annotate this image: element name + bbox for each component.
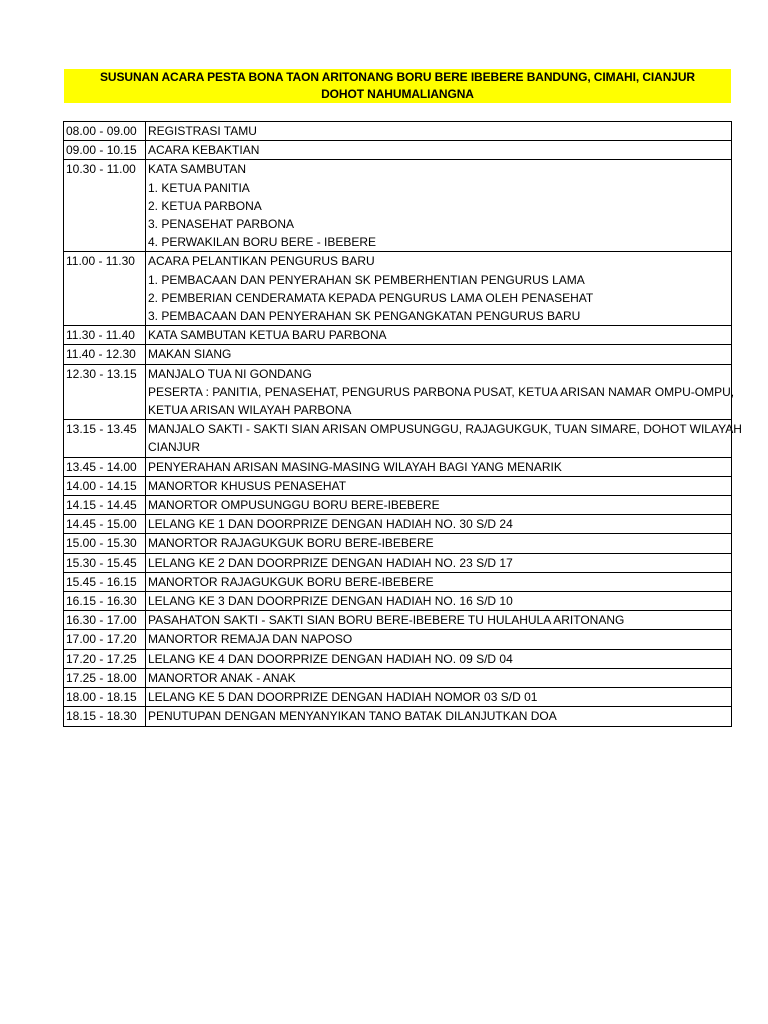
time-cell: 13.15 - 13.45 <box>64 420 146 457</box>
activity-line: 2. PEMBERIAN CENDERAMATA KEPADA PENGURUS LAMA OLEH PENASEHAT <box>148 290 594 305</box>
time-cell: 15.45 - 16.15 <box>64 572 146 591</box>
time-cell: 12.30 - 13.15 <box>64 364 146 420</box>
time-cell: 18.00 - 18.15 <box>64 688 146 707</box>
activity-line: MANJALO SAKTI - SAKTI SIAN ARISAN OMPUSUNGGU, RAJAGUKGUK, TUAN SIMARE, DOHOT WILAYAH <box>148 422 742 437</box>
activity-cell <box>146 141 732 160</box>
activity-cell <box>146 592 732 611</box>
activity-cell <box>146 252 732 326</box>
activity-line: 4. PERWAKILAN BORU BERE - IBEBERE <box>148 235 377 250</box>
activity-line: MANORTOR RAJAGUKGUK BORU BERE-IBEBERE <box>148 536 434 551</box>
time-cell: 15.00 - 15.30 <box>64 534 146 553</box>
time-cell: 14.45 - 15.00 <box>64 515 146 534</box>
table-row <box>64 668 732 687</box>
time-cell: 09.00 - 10.15 <box>64 141 146 160</box>
activity-line: PASAHATON SAKTI - SAKTI SIAN BORU BERE-IBEBERE TU HULAHULA ARITONANG <box>148 613 625 628</box>
activity-line: MANORTOR RAJAGUKGUK BORU BERE-IBEBERE <box>148 574 434 589</box>
activity-cell <box>146 572 732 591</box>
activity-line: 1. KETUA PANITIA <box>148 180 250 195</box>
document-title-banner <box>64 69 731 103</box>
activity-cell <box>146 611 732 630</box>
table-row <box>64 572 732 591</box>
activity-line: MANORTOR ANAK - ANAK <box>148 670 296 685</box>
activity-cell <box>146 707 732 726</box>
table-row <box>64 611 732 630</box>
activity-line: REGISTRASI TAMU <box>148 124 257 138</box>
table-row <box>64 630 732 649</box>
activity-cell <box>146 630 732 649</box>
time-cell: 15.30 - 15.45 <box>64 553 146 572</box>
activity-line: MANJALO TUA NI GONDANG <box>148 366 312 381</box>
activity-line: MAKAN SIANG <box>148 347 232 362</box>
activity-line: 2. KETUA PARBONA <box>148 198 262 213</box>
time-cell: 14.15 - 14.45 <box>64 496 146 515</box>
table-row <box>64 649 732 668</box>
table-row <box>64 141 732 160</box>
time-cell: 17.20 - 17.25 <box>64 649 146 668</box>
table-row <box>64 122 732 141</box>
table-row <box>64 420 732 457</box>
activity-line: PENYERAHAN ARISAN MASING-MASING WILAYAH BAGI YANG MENARIK <box>148 459 562 474</box>
table-row <box>64 364 732 420</box>
activity-cell <box>146 534 732 553</box>
activity-line: LELANG KE 2 DAN DOORPRIZE DENGAN HADIAH NO. 23 S/D 17 <box>148 555 513 570</box>
table-row <box>64 252 732 326</box>
activity-line: KATA SAMBUTAN KETUA BARU PARBONA <box>148 328 387 343</box>
time-cell: 11.40 - 12.30 <box>64 345 146 364</box>
time-cell: 14.00 - 14.15 <box>64 476 146 495</box>
activity-line: 3. PEMBACAAN DAN PENYERAHAN SK PENGANGKATAN PENGURUS BARU <box>148 309 581 324</box>
table-row <box>64 707 732 726</box>
time-cell: 11.00 - 11.30 <box>64 252 146 326</box>
time-cell: 11.30 - 11.40 <box>64 326 146 345</box>
activity-cell <box>146 496 732 515</box>
activity-line: MANORTOR REMAJA DAN NAPOSO <box>148 632 353 647</box>
schedule-table <box>63 121 742 727</box>
activity-cell <box>146 553 732 572</box>
document-title: SUSUNAN ACARA PESTA BONA TAON ARITONANG BORU BERE IBEBERE BANDUNG, CIMAHI, CIANJUR DOHOT NAHUMALIANGNA <box>100 70 695 101</box>
activity-cell <box>146 364 735 420</box>
time-cell: 18.15 - 18.30 <box>64 707 146 726</box>
activity-cell <box>146 160 732 252</box>
activity-cell <box>146 649 732 668</box>
activity-cell <box>146 326 732 345</box>
activity-line: LELANG KE 4 DAN DOORPRIZE DENGAN HADIAH NO. 09 S/D 04 <box>148 651 513 666</box>
activity-line: ACARA KEBAKTIAN <box>148 143 260 158</box>
activity-line: MANORTOR KHUSUS PENASEHAT <box>148 478 347 493</box>
activity-cell <box>146 515 732 534</box>
time-cell: 17.25 - 18.00 <box>64 668 146 687</box>
table-row <box>64 476 732 495</box>
table-row <box>64 592 732 611</box>
activity-line: KATA SAMBUTAN <box>148 162 247 177</box>
table-row <box>64 457 732 476</box>
activity-line: PESERTA : PANITIA, PENASEHAT, PENGURUS PARBONA PUSAT, KETUA ARISAN NAMAR OMPU-OMPU, <box>148 384 735 399</box>
activity-cell <box>146 668 732 687</box>
activity-cell <box>146 476 732 495</box>
activity-cell <box>146 688 732 707</box>
activity-line: ACARA PELANTIKAN PENGURUS BARU <box>148 254 375 269</box>
activity-line: MANORTOR OMPUSUNGGU BORU BERE-IBEBERE <box>148 498 440 513</box>
table-row <box>64 160 732 252</box>
activity-line: LELANG KE 5 DAN DOORPRIZE DENGAN HADIAH NOMOR 03 S/D 01 <box>148 690 538 705</box>
schedule-body <box>64 122 742 727</box>
table-row <box>64 515 732 534</box>
time-cell: 13.45 - 14.00 <box>64 457 146 476</box>
activity-line: LELANG KE 1 DAN DOORPRIZE DENGAN HADIAH NO. 30 S/D 24 <box>148 517 513 532</box>
activity-cell <box>146 420 742 457</box>
table-row <box>64 553 732 572</box>
activity-line: LELANG KE 3 DAN DOORPRIZE DENGAN HADIAH NO. 16 S/D 10 <box>148 594 513 609</box>
time-cell: 08.00 - 09.00 <box>64 122 146 141</box>
activity-line: CIANJUR <box>148 440 201 455</box>
activity-line: 3. PENASEHAT PARBONA <box>148 217 295 232</box>
activity-line: KETUA ARISAN WILAYAH PARBONA <box>148 403 352 418</box>
table-row <box>64 326 732 345</box>
time-cell: 16.15 - 16.30 <box>64 592 146 611</box>
activity-cell <box>146 345 732 364</box>
table-row <box>64 534 732 553</box>
time-cell: 16.30 - 17.00 <box>64 611 146 630</box>
time-cell: 17.00 - 17.20 <box>64 630 146 649</box>
activity-cell <box>146 122 732 141</box>
time-cell: 10.30 - 11.00 <box>64 160 146 252</box>
table-row <box>64 496 732 515</box>
activity-cell <box>146 457 732 476</box>
activity-line: PENUTUPAN DENGAN MENYANYIKAN TANO BATAK DILANJUTKAN DOA <box>148 709 557 724</box>
table-row <box>64 688 732 707</box>
activity-line: 1. PEMBACAAN DAN PENYERAHAN SK PEMBERHENTIAN PENGURUS LAMA <box>148 272 585 287</box>
table-row <box>64 345 732 364</box>
